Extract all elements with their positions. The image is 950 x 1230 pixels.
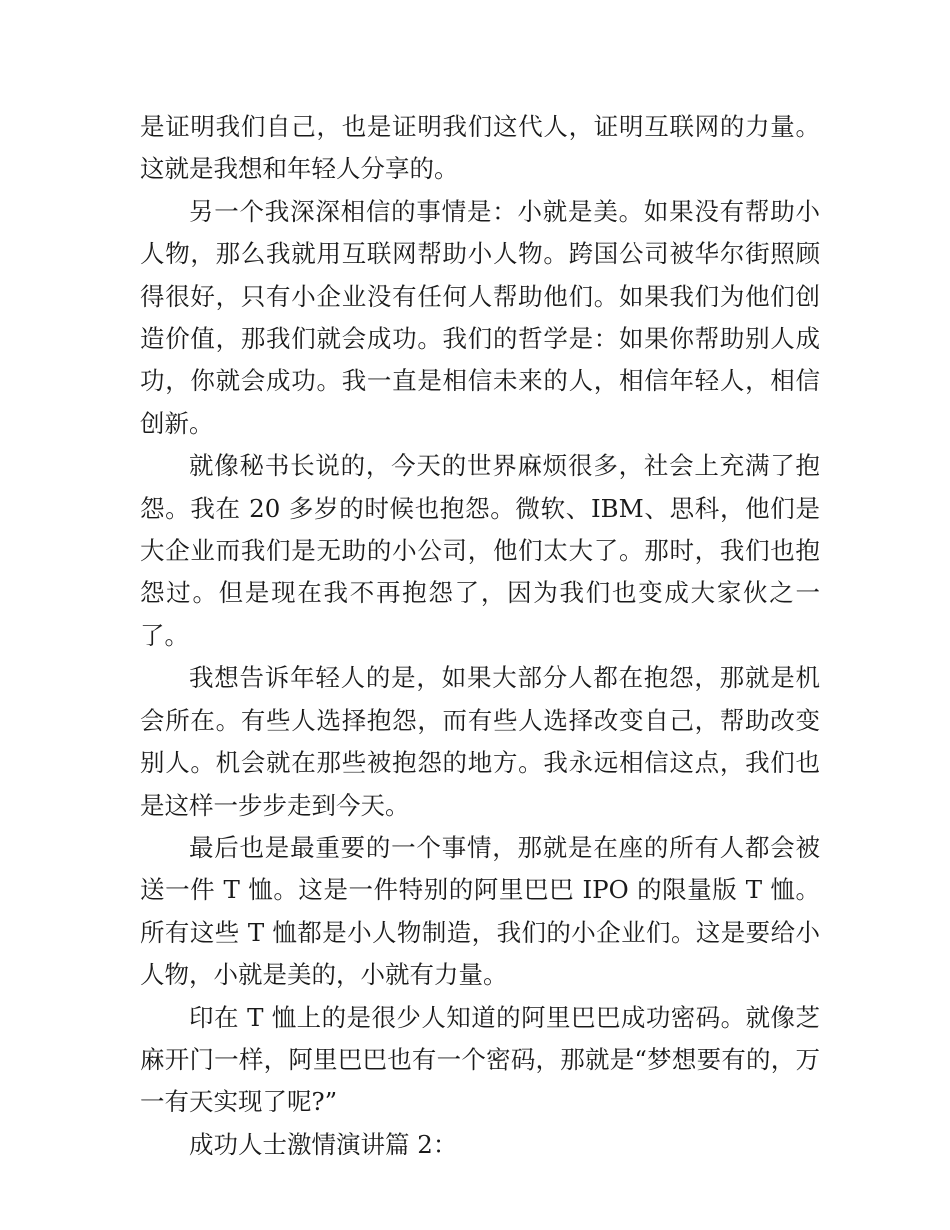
paragraph-5: 最后也是最重要的一个事情，那就是在座的所有人都会被送一件 T 恤。这是一件特别的阿里巴巴 IPO 的限量版 T 恤。所有这些 T 恤都是小人物制造，我们的小企业们。这是要给小人物，小就是美的，小就有力量。 bbox=[140, 832, 820, 990]
paragraph-3: 就像秘书长说的，今天的世界麻烦很多，社会上充满了抱怨。我在 20 多岁的时候也抱怨。微软、IBM、思科，他们是大企业而我们是无助的小公司，他们太大了。那时，我们也抱怨过。但是现在我不再抱怨了，因为我们也变成大家伙之一了。 bbox=[140, 451, 820, 650]
paragraph-6: 印在 T 恤上的是很少人知道的阿里巴巴成功密码。就像芝麻开门一样，阿里巴巴也有一个密码，那就是“梦想要有的，万一有天实现了呢?” bbox=[140, 1002, 820, 1117]
section-heading: 成功人士激情演讲篇 2： bbox=[189, 1129, 458, 1159]
paragraph-4: 我想告诉年轻人的是，如果大部分人都在抱怨，那就是机会所在。有些人选择抱怨，而有些人选择改变自己，帮助改变别人。机会就在那些被抱怨的地方。我永远相信这点，我们也是这样一步步走到今天。 bbox=[140, 663, 820, 820]
paragraph-1: 是证明我们自己，也是证明我们这代人，证明互联网的力量。这就是我想和年轻人分享的。 bbox=[140, 112, 820, 184]
paragraph-2: 另一个我深深相信的事情是：小就是美。如果没有帮助小人物，那么我就用互联网帮助小人物。跨国公司被华尔街照顾得很好，只有小企业没有任何人帮助他们。如果我们为他们创造价值，那我们就会成功。我们的哲学是：如果你帮助别人成功，你就会成功。我一直是相信未来的人，相信年轻人，相信创新。 bbox=[140, 196, 820, 438]
document-body bbox=[140, 106, 820, 1166]
